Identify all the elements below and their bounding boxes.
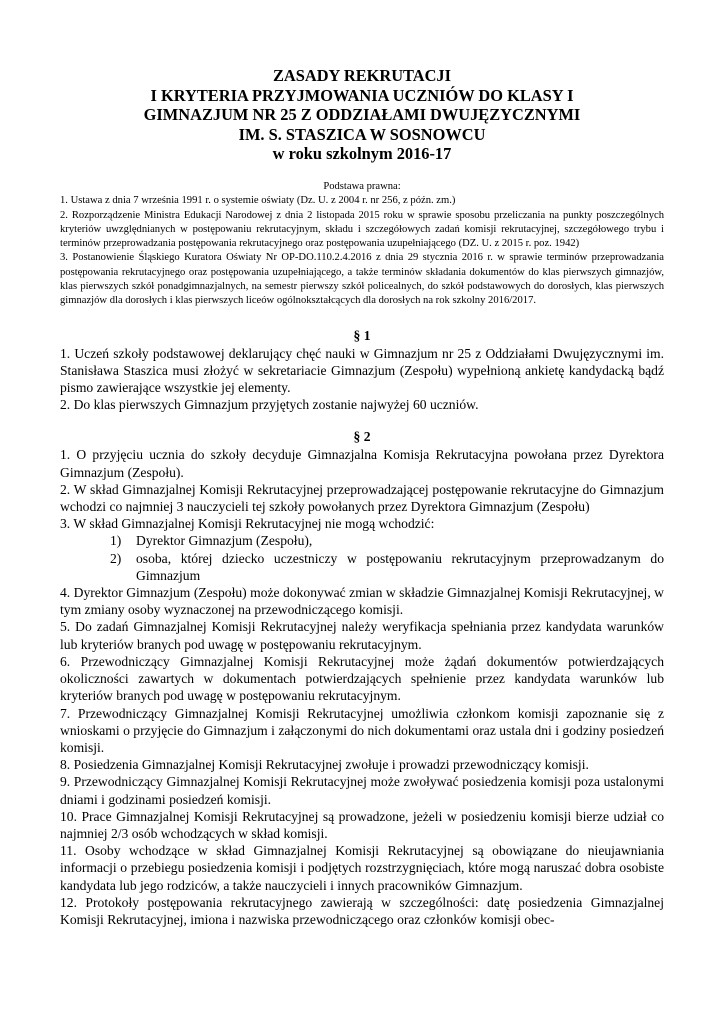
paragraph: 6. Przewodniczący Gimnazjalnej Komisji Rekrutacyjnej może żądań dokumentów potwierdzających okoliczności zawartych w dokumentach potwierdzających spełnienie przez kandydata warunków lub kryteriów branych pod uwagę w postępowaniu rekrutacyjnym. <box>60 653 664 704</box>
paragraph: 9. Przewodniczący Gimnazjalnej Komisji Rekrutacyjnej może zwoływać posiedzenia komisji poza ustalonymi dniami i godzinami posiedzeń komisji. <box>60 774 664 807</box>
legal-basis-heading: Podstawa prawna: <box>323 180 401 192</box>
list-item <box>60 532 664 549</box>
paragraph: 8. Posiedzenia Gimnazjalnej Komisji Rekrutacyjnej zwołuje i prowadzi przewodniczący komisji. <box>60 757 589 773</box>
paragraph: 3. W skład Gimnazjalnej Komisji Rekrutacyjnej nie mogą wchodzić: <box>60 516 435 532</box>
list-item-number: 2) <box>110 550 122 566</box>
section-1-mark: § 1 <box>353 327 371 343</box>
section-1-body <box>60 345 664 414</box>
paragraph: 11. Osoby wchodzące w skład Gimnazjalnej Komisji Rekrutacyjnej są obowiązane do nieujawniania informacji o przebiegu posiedzenia komisji i podjętych rozstrzygnięciach, które mogą naruszać dobra osobiste kandydata lub jego rodziców, a także nauczycieli i innych pracowników Gimnazjum. <box>60 843 664 893</box>
list-item-text: Dyrektor Gimnazjum (Zespołu), <box>136 533 313 549</box>
title-line: IM. S. STASZICA W SOSNOWCU <box>238 124 486 144</box>
list-item-text: osoba, której dziecko uczestniczy w postępowaniu rekrutacyjnym przeprowadzanym do Gimnazjum <box>136 550 664 583</box>
title-line: GIMNAZJUM NR 25 Z ODDZIAŁAMI DWUJĘZYCZNYMI <box>143 105 581 125</box>
document-page <box>60 66 664 928</box>
paragraph: 1. Uczeń szkoły podstawowej deklarujący chęć nauki w Gimnazjum nr 25 z Oddziałami Dwujęzycznymi im. Stanisława Staszica musi złożyć w sekretariacie Gimnazjum (Zespołu) wypełnioną ankietę kandydacką bądź pismo zawierające wszystkie jej elementy. <box>60 345 664 396</box>
legal-basis-item: 1. Ustawa z dnia 7 września 1991 r. o systemie oświaty (Dz. U. z 2004 r. nr 256, z późn. zm.) <box>60 195 456 207</box>
list-item <box>60 550 664 584</box>
paragraph: 5. Do zadań Gimnazjalnej Komisji Rekrutacyjnej należy weryfikacja spełniania przez kandydata warunków lub kryteriów branych pod uwagę w postępowaniu rekrutacyjnym. <box>60 619 664 652</box>
paragraph: 12. Protokoły postępowania rekrutacyjnego zawierają w szczególności: datę posiedzenia Gimnazjalnej Komisji Rekrutacyjnej, imiona i nazwiska przewodniczącego oraz członków komisji obec- <box>60 894 664 927</box>
section-2-mark: § 2 <box>353 429 371 445</box>
title-line: I KRYTERIA PRZYJMOWANIA UCZNIÓW DO KLASY I <box>150 85 574 105</box>
title-line: w roku szkolnym 2016-17 <box>272 144 452 164</box>
legal-basis-item: 3. Postanowienie Śląskiego Kuratora Oświaty Nr OP-DO.110.2.4.2016 z dnia 29 stycznia 2016 r. w sprawie terminów przeprowadzania postępowania rekrutacyjnego oraz postępowania uzupełniającego, a także terminów składania dokumentów do klas pierwszych gimnazjów, klas pierwszych szkół ponadgimnazjalnych, na semestr pierwszy szkół policealnych, do szkół podstawowych do dorosłych, klas pierwszych gimnazjów dla dorosłych i klas pierwszych liceów ogólnokształcących dla dorosłych na rok szkolny 2016/2017. <box>60 252 664 307</box>
paragraph: 2. W skład Gimnazjalnej Komisji Rekrutacyjnej przeprowadzającej postępowanie rekrutacyjne do Gimnazjum wchodzi co najmniej 3 nauczycieli tej szkoły powołanych przez Dyrektora Gimnazjum (Zespołu) <box>60 481 664 515</box>
section-2-body <box>60 446 664 928</box>
list-item-number: 1) <box>110 533 122 549</box>
paragraph: 2. Do klas pierwszych Gimnazjum przyjętych zostanie najwyżej 60 uczniów. <box>60 397 479 413</box>
legal-basis <box>60 180 664 309</box>
paragraph: 1. O przyjęciu ucznia do szkoły decyduje Gimnazjalna Komisja Rekrutacyjna powołana przez Dyrektora Gimnazjum (Zespołu). <box>60 447 664 480</box>
title-line: ZASADY REKRUTACJI <box>272 66 452 85</box>
paragraph: 7. Przewodniczący Gimnazjalnej Komisji Rekrutacyjnej umożliwia członkom komisji zapoznanie się z wnioskami o przyjęcie do Gimnazjum i załączonymi do nich dokumentami oraz ustala dni i godziny posiedzeń komisji. <box>60 705 664 755</box>
document-title <box>60 66 664 164</box>
exclusion-list <box>60 532 664 584</box>
paragraph: 4. Dyrektor Gimnazjum (Zespołu) może dokonywać zmian w składzie Gimnazjalnej Komisji Rekrutacyjnej, w tym zmiany osoby wyznaczonej na przewodniczącego komisji. <box>60 585 664 618</box>
legal-basis-item: 2. Rozporządzenie Ministra Edukacji Narodowej z dnia 2 listopada 2015 roku w sprawie sposobu przeliczania na punkty poszczególnych kryteriów uwzględnianych w postępowaniu rekrutacyjnym, składu i szczegółowych zadań komisji rekrutacyjnej, szczegółowego trybu i terminów przeprowadzania postępowania rekrutacyjnego oraz postępowania uzupełniającego (DZ. U. z 2015 r. poz. 1942) <box>60 209 664 250</box>
paragraph: 10. Prace Gimnazjalnej Komisji Rekrutacyjnej są prowadzone, jeżeli w posiedzeniu komisji bierze udział co najmniej 2/3 osób wchodzących w skład komisji. <box>60 808 664 841</box>
